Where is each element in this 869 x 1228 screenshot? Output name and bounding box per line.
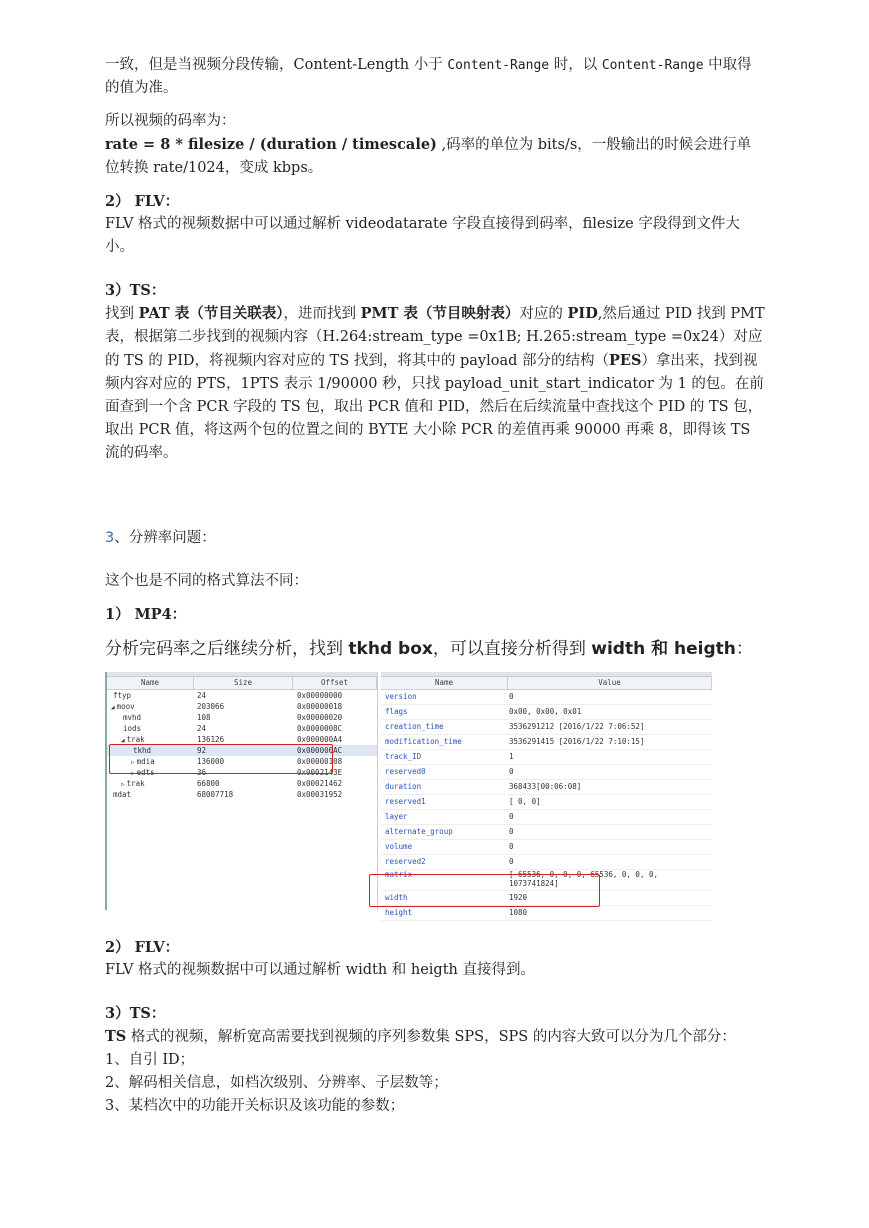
box-field-row[interactable] bbox=[381, 795, 712, 810]
box-name bbox=[107, 690, 193, 701]
field-name: volume bbox=[385, 842, 413, 851]
column-header-field-value: Value bbox=[508, 677, 712, 689]
field-value: 1 bbox=[509, 752, 514, 761]
expand-toggle-icon[interactable]: ◢ bbox=[111, 704, 115, 711]
box-field-row[interactable] bbox=[381, 720, 712, 735]
box-size: 203066 bbox=[197, 702, 225, 711]
column-header-offset: Offset bbox=[293, 677, 377, 689]
box-offset: 0x00031952 bbox=[297, 790, 343, 799]
box-field-row[interactable] bbox=[381, 705, 712, 720]
box-tree-row[interactable] bbox=[107, 712, 377, 723]
field-value: 0 bbox=[509, 842, 514, 851]
box-tree-row[interactable] bbox=[107, 690, 377, 701]
box-name bbox=[107, 723, 193, 734]
field-name: height bbox=[385, 908, 413, 917]
box-offset: 0x0000008C bbox=[297, 724, 343, 733]
field-name: reserved1 bbox=[385, 797, 426, 806]
paragraph-ts-bitrate: 找到 PAT 表（节目关联表），进而找到 PMT 表（节目映射表）对应的 PID,然后通过 PID 找到 PMT 表，根据第二步找到的视频内容（H.264:stream_type =0x1B; H.265:stream_type =0x24）对应的 TS 的 PID，将视频内容对应的 TS 找到，将其中的 payload 部分的结构（PES）拿出来，找到视频内容对应的 PTS，1PTS 表示 1/90000 秒，只找 payload_unit_start_indicator 为 1 的包。在前面查到一个含 PCR 字段的 TS 包，取出 PCR 值和 PID，然后在后续流量中查找这个 PID 的 TS 包，取出 PCR 值，将这两个包的位置之间的 BYTE 大小除 PCR 的差值再乘 90000 再乘 8，即得该 TS 流的码率。 bbox=[105, 305, 765, 461]
field-value: 0 bbox=[509, 857, 514, 866]
box-offset: 0x00000108 bbox=[297, 757, 343, 766]
box-name-label: mdat bbox=[113, 790, 132, 799]
list-item-sps-2: 2、解码相关信息，如档次级别、分辨率、子层数等； bbox=[105, 1075, 448, 1091]
field-value: [ 65536, 0, 0, 0, 65536, 0, 0, 0, 1073741824] bbox=[509, 870, 659, 888]
field-name: width bbox=[385, 893, 408, 902]
box-name-label: mvhd bbox=[123, 713, 142, 722]
field-name: creation_time bbox=[385, 722, 444, 731]
box-tree-pane bbox=[107, 672, 378, 910]
field-value: 3536291212 [2016/1/22 7:06:52] bbox=[509, 722, 645, 731]
box-tree-header bbox=[107, 677, 377, 690]
box-tree-row[interactable] bbox=[107, 789, 377, 800]
box-name-label: edts bbox=[136, 768, 155, 777]
box-size: 24 bbox=[197, 691, 207, 700]
box-offset: 0x0002143E bbox=[297, 768, 343, 777]
heading-flv-bitrate: 2） FLV： bbox=[105, 193, 180, 210]
expand-toggle-icon[interactable]: ▷ bbox=[131, 770, 135, 777]
box-name-label: ftyp bbox=[113, 691, 132, 700]
box-field-row[interactable] bbox=[381, 765, 712, 780]
box-name-label: mdia bbox=[136, 757, 155, 766]
box-field-row[interactable] bbox=[381, 906, 712, 921]
box-name-label: tkhd bbox=[133, 746, 152, 755]
heading-mp4-resolution: 1） MP4： bbox=[105, 606, 187, 623]
list-item-sps-1: 1、自引 ID； bbox=[105, 1052, 195, 1068]
paragraph-ts-resolution: TS 格式的视频，解析宽高需要找到视频的序列参数集 SPS，SPS 的内容大致可以分为几个部分： bbox=[105, 1028, 736, 1045]
box-field-row[interactable] bbox=[381, 780, 712, 795]
box-field-row[interactable] bbox=[381, 825, 712, 840]
box-offset: 0x00000020 bbox=[297, 713, 343, 722]
column-header-size: Size bbox=[194, 677, 293, 689]
box-size: 92 bbox=[197, 746, 207, 755]
heading-flv-resolution: 2） FLV： bbox=[105, 939, 180, 956]
field-value: 0x00, 0x00, 0x01 bbox=[509, 707, 582, 716]
field-value: 0 bbox=[509, 692, 514, 701]
paragraph-bitrate-formula: rate = 8 * filesize / (duration / timescale) ,码率的单位为 bits/s，一般输出的时候会进行单位转换 rate/1024，变成 kbps。 bbox=[105, 136, 752, 176]
box-tree-row[interactable] bbox=[107, 701, 377, 712]
box-name-label: moov bbox=[116, 702, 135, 711]
list-item-sps-3: 3、某档次中的功能开关标识及该功能的参数； bbox=[105, 1098, 405, 1114]
paragraph-flv-resolution: FLV 格式的视频数据中可以通过解析 width 和 heigth 直接得到。 bbox=[105, 962, 535, 978]
box-tree-row[interactable] bbox=[107, 723, 377, 734]
box-name-label: iods bbox=[123, 724, 142, 733]
field-value: 3536291415 [2016/1/22 7:10:15] bbox=[509, 737, 645, 746]
field-name: modification_time bbox=[385, 737, 462, 746]
section-3-heading: 3、分辨率问题： bbox=[105, 530, 216, 546]
mp4-analyzer-screenshot bbox=[105, 672, 712, 917]
paragraph-content-range: 一致，但是当视频分段传输，Content-Length 小于 Content-Range 时，以 Content-Range 中取得的值为准。 bbox=[105, 57, 752, 96]
paragraph-bitrate-intro: 所以视频的码率为： bbox=[105, 113, 236, 129]
box-name bbox=[107, 712, 193, 723]
box-offset: 0x00021462 bbox=[297, 779, 343, 788]
box-field-row[interactable] bbox=[381, 855, 712, 870]
box-size: 68007718 bbox=[197, 790, 234, 799]
field-name: flags bbox=[385, 707, 408, 716]
box-offset: 0x000000AC bbox=[297, 746, 343, 755]
document-page bbox=[105, 54, 765, 1118]
bitrate-formula: rate = 8 * filesize / (duration / timescale) bbox=[105, 136, 437, 153]
field-name: alternate_group bbox=[385, 827, 453, 836]
field-value: [ 0, 0] bbox=[509, 797, 541, 806]
section-3-intro: 这个也是不同的格式算法不同： bbox=[105, 573, 308, 589]
box-name bbox=[107, 789, 193, 800]
box-offset: 0x00000000 bbox=[297, 691, 343, 700]
field-name: duration bbox=[385, 782, 422, 791]
box-size: 108 bbox=[197, 713, 211, 722]
column-header-field-name: Name bbox=[381, 677, 508, 689]
box-size: 66800 bbox=[197, 779, 220, 788]
field-value: 1920 bbox=[509, 893, 528, 902]
field-value: 0 bbox=[509, 827, 514, 836]
field-name: version bbox=[385, 692, 417, 701]
heading-ts-resolution: 3）TS： bbox=[105, 1005, 166, 1022]
field-value: 0 bbox=[509, 812, 514, 821]
expand-toggle-icon[interactable]: ▷ bbox=[131, 759, 135, 766]
field-name: matrix bbox=[385, 870, 413, 879]
box-size: 136000 bbox=[197, 757, 225, 766]
box-offset: 0x000000A4 bbox=[297, 735, 343, 744]
box-name bbox=[107, 778, 193, 789]
field-name: reserved0 bbox=[385, 767, 426, 776]
box-name bbox=[107, 701, 193, 712]
box-offset: 0x00000018 bbox=[297, 702, 343, 711]
box-field-row[interactable] bbox=[381, 810, 712, 825]
box-field-row[interactable] bbox=[381, 750, 712, 765]
field-name: reserved2 bbox=[385, 857, 426, 866]
heading-ts-bitrate: 3）TS： bbox=[105, 282, 166, 299]
field-name: layer bbox=[385, 812, 408, 821]
field-value: 368433[00:06:08] bbox=[509, 782, 582, 791]
box-size: 136126 bbox=[197, 735, 225, 744]
box-field-row[interactable] bbox=[381, 840, 712, 855]
expand-toggle-icon[interactable]: ◢ bbox=[121, 737, 125, 744]
expand-toggle-icon[interactable]: ▷ bbox=[121, 781, 125, 788]
box-fields-header bbox=[381, 677, 712, 690]
width-height-highlight-box bbox=[369, 874, 600, 907]
box-tree-row[interactable] bbox=[107, 778, 377, 789]
field-name: track_ID bbox=[385, 752, 422, 761]
field-value: 0 bbox=[509, 767, 514, 776]
paragraph-flv-bitrate: FLV 格式的视频数据中可以通过解析 videodatarate 字段直接得到码率，filesize 字段得到文件大小。 bbox=[105, 216, 740, 255]
box-size: 36 bbox=[197, 768, 207, 777]
field-value: 1080 bbox=[509, 908, 528, 917]
tkhd-highlight-box bbox=[109, 744, 333, 774]
box-field-row[interactable] bbox=[381, 690, 712, 705]
box-size: 24 bbox=[197, 724, 207, 733]
box-field-row[interactable] bbox=[381, 735, 712, 750]
box-name-label: trak bbox=[126, 735, 145, 744]
paragraph-mp4-lead: 分析完码率之后继续分析，找到 tkhd box，可以直接分析得到 width 和 heigth： bbox=[105, 639, 753, 659]
box-name-label: trak bbox=[126, 779, 145, 788]
column-header-name: Name bbox=[107, 677, 194, 689]
